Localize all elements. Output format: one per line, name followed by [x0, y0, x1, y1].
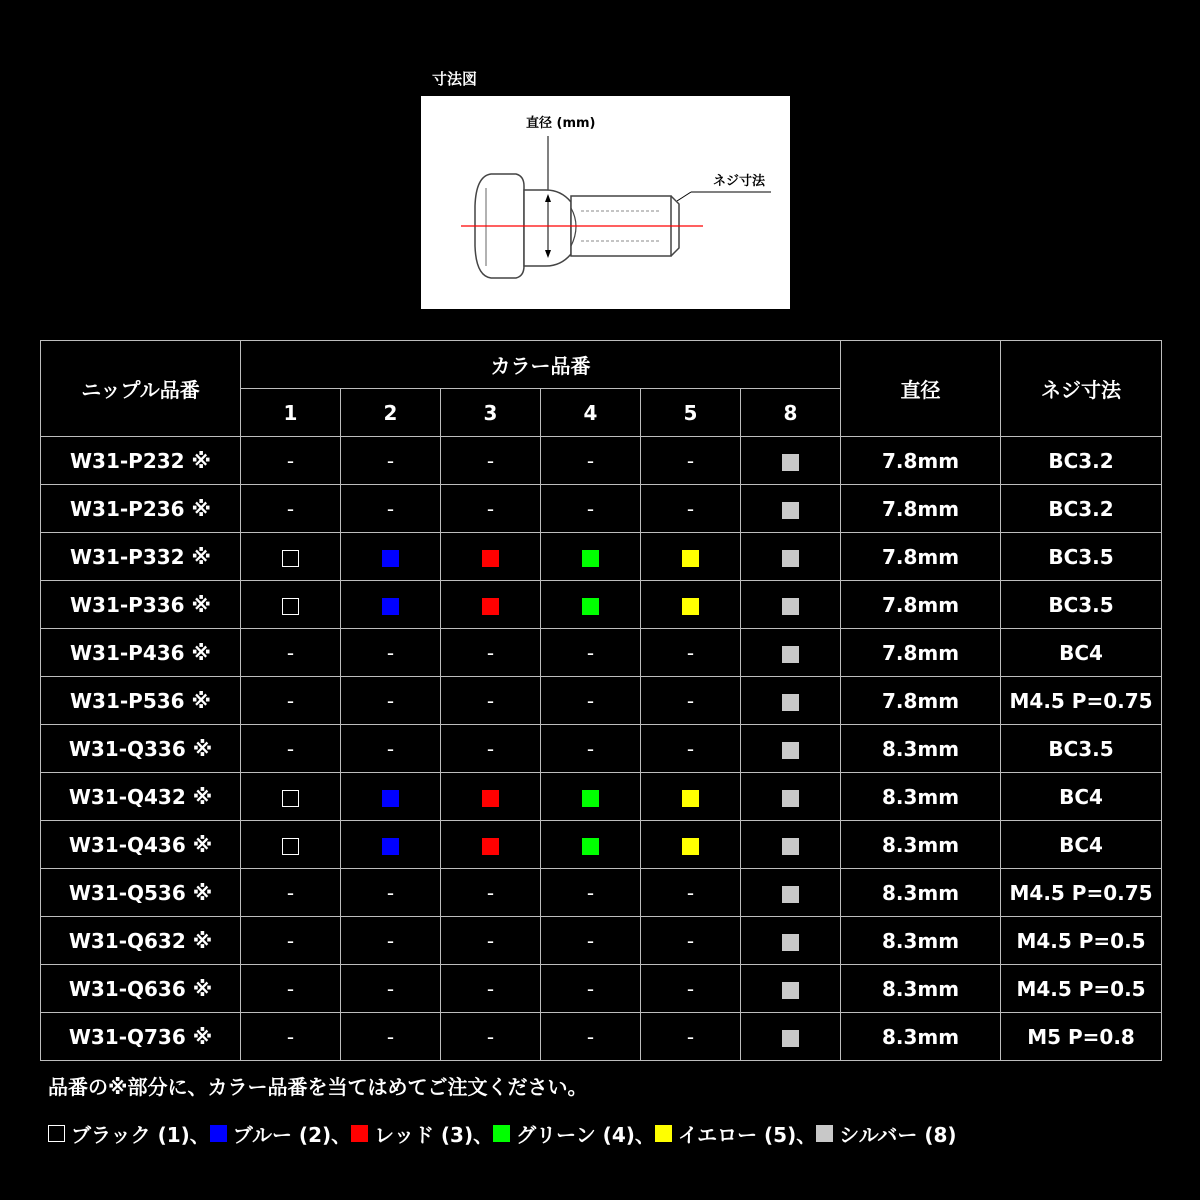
header-color-no: カラー品番	[241, 341, 841, 389]
color-swatch	[482, 598, 499, 615]
color-availability-cell	[641, 1013, 741, 1061]
dimension-diagram	[421, 96, 790, 309]
header-diameter: 直径	[841, 341, 1001, 437]
unavailable-mark: -	[686, 640, 695, 665]
part-number-cell: W31-P236 ※	[41, 485, 241, 533]
part-number-cell: W31-Q632 ※	[41, 917, 241, 965]
unavailable-mark: -	[686, 496, 695, 521]
color-availability-cell	[641, 725, 741, 773]
color-swatch	[682, 550, 699, 567]
thread-cell: BC3.5	[1001, 725, 1162, 773]
color-availability-cell	[541, 821, 641, 869]
color-swatch	[782, 646, 799, 663]
color-availability-cell	[741, 437, 841, 485]
color-availability-cell	[341, 437, 441, 485]
part-number-cell: W31-P232 ※	[41, 437, 241, 485]
header-thread: ネジ寸法	[1001, 341, 1162, 437]
part-number-cell: W31-P332 ※	[41, 533, 241, 581]
table-row	[41, 485, 1162, 533]
legend-label: ブラック (1)、	[71, 1123, 210, 1147]
part-number-cell: W31-Q432 ※	[41, 773, 241, 821]
thread-cell: BC4	[1001, 773, 1162, 821]
table-row	[41, 629, 1162, 677]
unavailable-mark: -	[486, 928, 495, 953]
color-swatch	[482, 790, 499, 807]
diagram-label-diameter: 直径 (mm)	[526, 116, 596, 131]
unavailable-mark: -	[386, 688, 395, 713]
unavailable-mark: -	[286, 880, 295, 905]
legend-item	[351, 1119, 493, 1148]
unavailable-mark: -	[386, 448, 395, 473]
diameter-cell: 8.3mm	[841, 965, 1001, 1013]
color-availability-cell	[341, 917, 441, 965]
table-row	[41, 1013, 1162, 1061]
color-availability-cell	[341, 869, 441, 917]
color-availability-cell	[241, 965, 341, 1013]
color-availability-cell	[241, 437, 341, 485]
color-availability-cell	[441, 965, 541, 1013]
diameter-cell: 8.3mm	[841, 869, 1001, 917]
color-availability-cell	[541, 917, 641, 965]
legend-item	[655, 1119, 816, 1148]
color-availability-cell	[641, 773, 741, 821]
unavailable-mark: -	[686, 688, 695, 713]
legend-swatch	[210, 1125, 227, 1142]
color-swatch	[582, 598, 599, 615]
unavailable-mark: -	[586, 448, 595, 473]
table-row	[41, 869, 1162, 917]
color-availability-cell	[541, 725, 641, 773]
color-col-header: 4	[541, 389, 641, 437]
color-swatch	[382, 598, 399, 615]
unavailable-mark: -	[286, 1024, 295, 1049]
unavailable-mark: -	[486, 880, 495, 905]
color-availability-cell	[541, 629, 641, 677]
color-legend	[48, 1119, 957, 1148]
unavailable-mark: -	[386, 640, 395, 665]
color-col-header: 8	[741, 389, 841, 437]
unavailable-mark: -	[686, 880, 695, 905]
part-number-cell: W31-P536 ※	[41, 677, 241, 725]
color-swatch	[582, 790, 599, 807]
color-swatch	[682, 598, 699, 615]
color-availability-cell	[241, 821, 341, 869]
unavailable-mark: -	[486, 448, 495, 473]
color-availability-cell	[341, 533, 441, 581]
nipple-drawing	[421, 96, 790, 309]
color-availability-cell	[441, 869, 541, 917]
unavailable-mark: -	[486, 1024, 495, 1049]
diameter-cell: 7.8mm	[841, 485, 1001, 533]
color-availability-cell	[341, 485, 441, 533]
thread-cell: BC3.2	[1001, 485, 1162, 533]
color-availability-cell	[441, 725, 541, 773]
color-swatch	[282, 838, 299, 855]
color-availability-cell	[741, 1013, 841, 1061]
color-availability-cell	[441, 917, 541, 965]
table-row	[41, 533, 1162, 581]
color-availability-cell	[741, 965, 841, 1013]
thread-cell: BC4	[1001, 629, 1162, 677]
legend-item	[210, 1119, 351, 1148]
color-availability-cell	[441, 485, 541, 533]
diagram-label-thread: ネジ寸法	[713, 174, 766, 189]
color-availability-cell	[641, 581, 741, 629]
color-availability-cell	[441, 821, 541, 869]
table-row	[41, 437, 1162, 485]
diameter-cell: 7.8mm	[841, 629, 1001, 677]
color-availability-cell	[341, 581, 441, 629]
table-row	[41, 917, 1162, 965]
color-availability-cell	[741, 917, 841, 965]
legend-label: シルバー (8)	[839, 1123, 957, 1147]
legend-item	[48, 1119, 210, 1148]
unavailable-mark: -	[586, 688, 595, 713]
thread-cell: M5 P=0.8	[1001, 1013, 1162, 1061]
diameter-cell: 8.3mm	[841, 1013, 1001, 1061]
color-swatch	[782, 694, 799, 711]
thread-cell: M4.5 P=0.75	[1001, 677, 1162, 725]
unavailable-mark: -	[586, 1024, 595, 1049]
diameter-cell: 7.8mm	[841, 581, 1001, 629]
color-availability-cell	[741, 773, 841, 821]
table-row	[41, 965, 1162, 1013]
part-number-cell: W31-Q336 ※	[41, 725, 241, 773]
legend-swatch	[48, 1125, 65, 1142]
color-availability-cell	[341, 677, 441, 725]
unavailable-mark: -	[686, 1024, 695, 1049]
color-availability-cell	[241, 581, 341, 629]
color-availability-cell	[541, 533, 641, 581]
unavailable-mark: -	[486, 736, 495, 761]
color-availability-cell	[241, 629, 341, 677]
color-availability-cell	[441, 581, 541, 629]
thread-cell: BC3.2	[1001, 437, 1162, 485]
unavailable-mark: -	[386, 928, 395, 953]
unavailable-mark: -	[386, 1024, 395, 1049]
unavailable-mark: -	[286, 928, 295, 953]
color-availability-cell	[341, 965, 441, 1013]
part-number-cell: W31-Q736 ※	[41, 1013, 241, 1061]
color-availability-cell	[341, 725, 441, 773]
table-row	[41, 773, 1162, 821]
diameter-cell: 7.8mm	[841, 437, 1001, 485]
table-row	[41, 677, 1162, 725]
color-availability-cell	[341, 821, 441, 869]
diameter-cell: 8.3mm	[841, 725, 1001, 773]
color-col-header: 1	[241, 389, 341, 437]
color-swatch	[382, 790, 399, 807]
diameter-cell: 7.8mm	[841, 677, 1001, 725]
part-number-cell: W31-Q536 ※	[41, 869, 241, 917]
unavailable-mark: -	[286, 448, 295, 473]
color-availability-cell	[541, 437, 641, 485]
thread-cell: BC3.5	[1001, 533, 1162, 581]
color-col-header: 3	[441, 389, 541, 437]
unavailable-mark: -	[286, 736, 295, 761]
unavailable-mark: -	[586, 928, 595, 953]
unavailable-mark: -	[586, 880, 595, 905]
color-availability-cell	[541, 1013, 641, 1061]
legend-label: イエロー (5)、	[677, 1123, 817, 1147]
color-availability-cell	[541, 965, 641, 1013]
thread-cell: M4.5 P=0.5	[1001, 965, 1162, 1013]
table-row	[41, 725, 1162, 773]
color-swatch	[782, 454, 799, 471]
order-note: 品番の※部分に、カラー品番を当てはめてご注文ください。	[48, 1075, 588, 1099]
color-availability-cell	[641, 485, 741, 533]
legend-item	[493, 1119, 655, 1148]
color-availability-cell	[441, 629, 541, 677]
color-availability-cell	[641, 437, 741, 485]
legend-item	[816, 1119, 956, 1148]
color-availability-cell	[641, 965, 741, 1013]
color-availability-cell	[741, 821, 841, 869]
unavailable-mark: -	[586, 496, 595, 521]
color-availability-cell	[741, 677, 841, 725]
unavailable-mark: -	[586, 976, 595, 1001]
color-swatch	[782, 934, 799, 951]
color-swatch	[782, 982, 799, 999]
legend-swatch	[493, 1125, 510, 1142]
diagram-title: 寸法図	[432, 70, 478, 88]
unavailable-mark: -	[586, 640, 595, 665]
color-swatch	[782, 790, 799, 807]
color-availability-cell	[441, 437, 541, 485]
color-availability-cell	[541, 869, 641, 917]
color-availability-cell	[641, 821, 741, 869]
color-availability-cell	[241, 1013, 341, 1061]
color-swatch	[282, 598, 299, 615]
color-availability-cell	[241, 677, 341, 725]
nipple-spec-table	[40, 340, 1162, 1061]
part-number-cell: W31-Q436 ※	[41, 821, 241, 869]
color-availability-cell	[641, 629, 741, 677]
color-swatch	[382, 838, 399, 855]
color-availability-cell	[741, 869, 841, 917]
color-swatch	[482, 550, 499, 567]
legend-swatch	[351, 1125, 368, 1142]
color-swatch	[782, 502, 799, 519]
color-availability-cell	[341, 629, 441, 677]
color-swatch	[782, 550, 799, 567]
color-availability-cell	[441, 677, 541, 725]
part-number-cell: W31-P336 ※	[41, 581, 241, 629]
color-availability-cell	[741, 533, 841, 581]
color-swatch	[582, 550, 599, 567]
table-row	[41, 821, 1162, 869]
color-swatch	[482, 838, 499, 855]
part-number-cell: W31-Q636 ※	[41, 965, 241, 1013]
legend-label: ブルー (2)、	[232, 1123, 352, 1147]
color-swatch	[682, 838, 699, 855]
color-availability-cell	[241, 725, 341, 773]
color-availability-cell	[741, 581, 841, 629]
part-number-cell: W31-P436 ※	[41, 629, 241, 677]
unavailable-mark: -	[586, 736, 595, 761]
thread-cell: BC4	[1001, 821, 1162, 869]
legend-swatch	[816, 1125, 833, 1142]
color-swatch	[782, 838, 799, 855]
table-row	[41, 581, 1162, 629]
unavailable-mark: -	[386, 880, 395, 905]
color-col-header: 2	[341, 389, 441, 437]
unavailable-mark: -	[286, 688, 295, 713]
unavailable-mark: -	[486, 640, 495, 665]
color-availability-cell	[341, 773, 441, 821]
unavailable-mark: -	[686, 928, 695, 953]
color-availability-cell	[241, 485, 341, 533]
legend-label: グリーン (4)、	[516, 1123, 655, 1147]
unavailable-mark: -	[286, 640, 295, 665]
thread-cell: M4.5 P=0.5	[1001, 917, 1162, 965]
color-availability-cell	[241, 917, 341, 965]
diameter-cell: 7.8mm	[841, 533, 1001, 581]
color-swatch	[782, 1030, 799, 1047]
legend-swatch	[655, 1125, 672, 1142]
color-swatch	[782, 742, 799, 759]
unavailable-mark: -	[686, 448, 695, 473]
unavailable-mark: -	[386, 496, 395, 521]
unavailable-mark: -	[486, 496, 495, 521]
color-availability-cell	[541, 581, 641, 629]
unavailable-mark: -	[386, 736, 395, 761]
unavailable-mark: -	[286, 976, 295, 1001]
color-availability-cell	[741, 725, 841, 773]
color-swatch	[782, 598, 799, 615]
color-availability-cell	[441, 773, 541, 821]
color-availability-cell	[441, 1013, 541, 1061]
unavailable-mark: -	[686, 976, 695, 1001]
color-swatch	[782, 886, 799, 903]
color-swatch	[282, 790, 299, 807]
color-availability-cell	[241, 869, 341, 917]
color-availability-cell	[241, 533, 341, 581]
color-col-header: 5	[641, 389, 741, 437]
header-part-no: ニップル品番	[41, 341, 241, 437]
diameter-cell: 8.3mm	[841, 917, 1001, 965]
color-availability-cell	[541, 773, 641, 821]
thread-cell: M4.5 P=0.75	[1001, 869, 1162, 917]
color-availability-cell	[341, 1013, 441, 1061]
unavailable-mark: -	[686, 736, 695, 761]
color-availability-cell	[641, 533, 741, 581]
thread-cell: BC3.5	[1001, 581, 1162, 629]
color-availability-cell	[741, 485, 841, 533]
diameter-cell: 8.3mm	[841, 821, 1001, 869]
color-availability-cell	[641, 869, 741, 917]
color-availability-cell	[741, 629, 841, 677]
color-availability-cell	[541, 485, 641, 533]
unavailable-mark: -	[286, 496, 295, 521]
color-availability-cell	[641, 917, 741, 965]
color-availability-cell	[641, 677, 741, 725]
unavailable-mark: -	[386, 976, 395, 1001]
diameter-cell: 8.3mm	[841, 773, 1001, 821]
unavailable-mark: -	[486, 976, 495, 1001]
color-swatch	[582, 838, 599, 855]
color-availability-cell	[241, 773, 341, 821]
color-availability-cell	[541, 677, 641, 725]
color-swatch	[382, 550, 399, 567]
color-availability-cell	[441, 533, 541, 581]
color-swatch	[682, 790, 699, 807]
legend-label: レッド (3)、	[374, 1123, 494, 1147]
color-swatch	[282, 550, 299, 567]
unavailable-mark: -	[486, 688, 495, 713]
